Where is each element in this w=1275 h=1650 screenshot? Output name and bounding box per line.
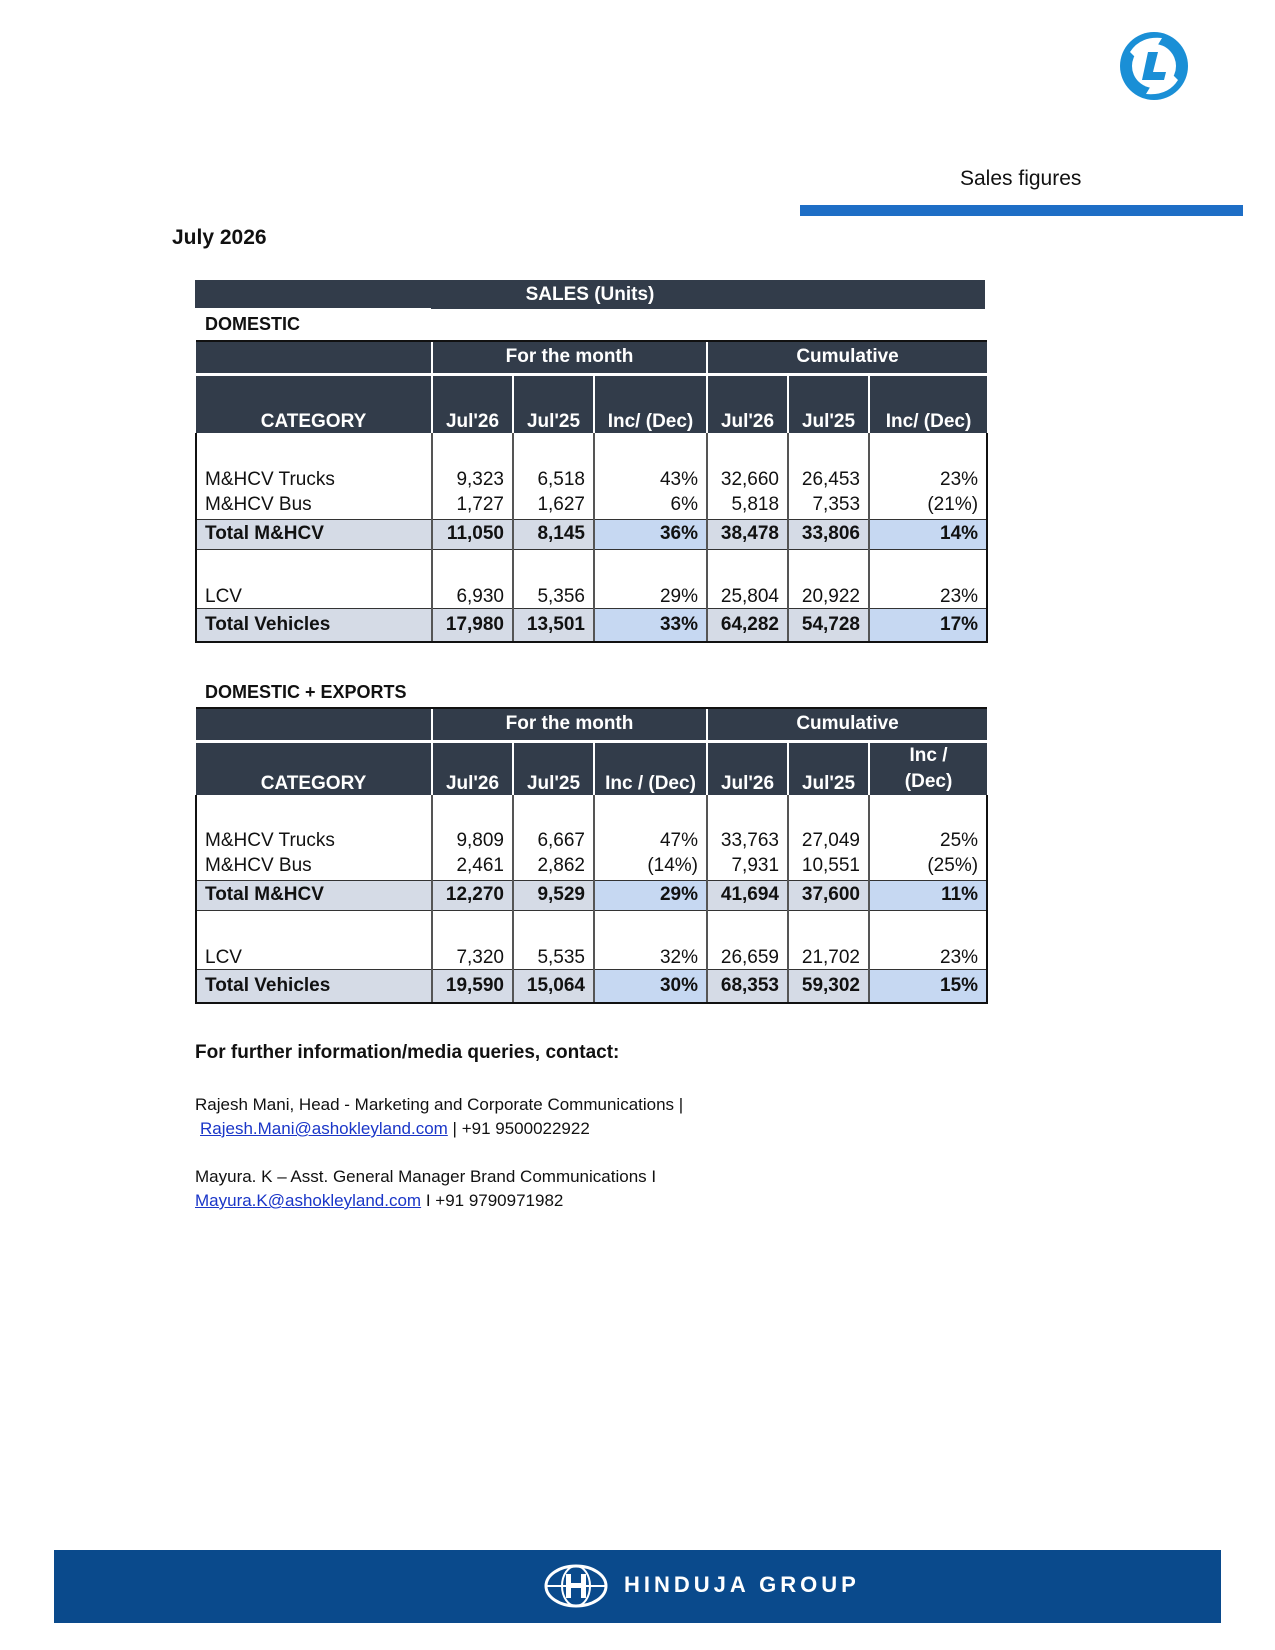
cell-value: 6,667 [513,795,594,852]
contact-1-phone: | +91 9500022922 [447,1119,590,1138]
col-month-inc-dec: Inc / (Dec) [594,741,707,795]
cell-value: 5,818 [707,491,788,519]
cell-value: 32,660 [707,433,788,491]
contact-2-title: Mayura. K – Asst. General Manager Brand Communications I [195,1167,657,1186]
domestic-exports-section-label: DOMESTIC + EXPORTS [205,682,407,702]
cell-value: 11,050 [432,519,513,549]
group-header-row [196,341,987,374]
contact-2-email-link[interactable]: Mayura.K@ashokleyland.com [195,1191,422,1210]
row-category: M&HCV Trucks [196,795,432,852]
row-category: Total Vehicles [196,608,432,642]
group-cumulative: Cumulative [707,341,987,374]
footer-brand: HINDUJA GROUP [624,1572,860,1597]
domestic-exports-sales-table [195,707,988,1004]
col-month-jul25: Jul'25 [513,741,594,795]
table-row [196,491,987,519]
cell-value: 30% [594,969,707,1003]
cell-value: 37,600 [788,880,869,910]
cell-value: 59,302 [788,969,869,1003]
contact-2-phone: I +91 9790971982 [421,1191,564,1210]
cell-value: 6,518 [513,433,594,491]
cell-value: 13,501 [513,608,594,642]
group-for-the-month: For the month [432,708,707,741]
domestic-section-label: DOMESTIC [205,314,301,334]
contact-block-2 [195,1165,656,1213]
ashok-leyland-logo-icon [1118,30,1190,102]
cell-value: (25%) [869,852,987,880]
cell-value: 64,282 [707,608,788,642]
column-header-row [196,741,987,795]
cell-value: 17% [869,608,987,642]
cell-value: (21%) [869,491,987,519]
document-title: Sales figures [960,167,1082,190]
col-month-jul26: Jul'26 [432,374,513,433]
cell-value: 14% [869,519,987,549]
contact-block-1 [195,1093,683,1141]
report-period: July 2026 [172,226,267,249]
cell-value: 5,356 [513,549,594,608]
cell-value: 7,931 [707,852,788,880]
group-for-the-month: For the month [432,341,707,374]
domestic-sales-table [195,340,988,643]
title-accent-bar [800,205,1243,216]
col-cum-jul25: Jul'25 [788,741,869,795]
row-category: LCV [196,549,432,608]
group-cumulative: Cumulative [707,708,987,741]
row-category: Total M&HCV [196,880,432,910]
row-category: M&HCV Bus [196,491,432,519]
total-row [196,969,987,1003]
cell-value: 15,064 [513,969,594,1003]
cell-value: 2,862 [513,852,594,880]
cell-value: 32% [594,910,707,969]
cell-value: 1,627 [513,491,594,519]
col-cum-inc-dec: Inc/ (Dec) [869,374,987,433]
cell-value: 25,804 [707,549,788,608]
col-month-jul26: Jul'26 [432,741,513,795]
cell-value: 20,922 [788,549,869,608]
cell-value: 9,323 [432,433,513,491]
row-category: LCV [196,910,432,969]
cell-value: 27,049 [788,795,869,852]
cell-value: 5,535 [513,910,594,969]
column-header-row [196,374,987,433]
cell-value: 29% [594,549,707,608]
table-row [196,910,987,969]
cell-value: 2,461 [432,852,513,880]
table-row [196,795,987,852]
cell-value: 6% [594,491,707,519]
col-cum-jul26: Jul'26 [707,374,788,433]
cell-value: 33,763 [707,795,788,852]
cell-value: 29% [594,880,707,910]
footer-band [54,1550,1221,1623]
col-category: CATEGORY [196,741,432,795]
cell-value: 25% [869,795,987,852]
cell-value: 41,694 [707,880,788,910]
cell-value: 23% [869,910,987,969]
row-category: M&HCV Trucks [196,433,432,491]
table-row [196,433,987,491]
cell-value: 15% [869,969,987,1003]
cell-value: 38,478 [707,519,788,549]
col-month-jul25: Jul'25 [513,374,594,433]
sales-units-label: SALES (Units) [525,284,655,305]
cell-value: 33% [594,608,707,642]
cell-value: 26,453 [788,433,869,491]
col-month-inc-dec: Inc/ (Dec) [594,374,707,433]
cell-value: 26,659 [707,910,788,969]
col-cum-jul26: Jul'26 [707,741,788,795]
cell-value: 33,806 [788,519,869,549]
row-category: Total M&HCV [196,519,432,549]
cell-value: (14%) [594,852,707,880]
cell-value: 19,590 [432,969,513,1003]
cell-value: 6,930 [432,549,513,608]
col-cum-jul25: Jul'25 [788,374,869,433]
contact-heading: For further information/media queries, contact: [195,1042,620,1063]
cell-value: 47% [594,795,707,852]
cell-value: 1,727 [432,491,513,519]
total-row [196,608,987,642]
cell-value: 9,529 [513,880,594,910]
cell-value: 9,809 [432,795,513,852]
group-header-row [196,708,987,741]
cell-value: 17,980 [432,608,513,642]
col-cum-inc-dec: Inc / (Dec) [869,741,987,795]
cell-value: 23% [869,433,987,491]
contact-1-title: Rajesh Mani, Head - Marketing and Corporate Communications | [195,1095,684,1114]
hinduja-globe-logo-icon [544,1564,608,1608]
subtotal-row [196,880,987,910]
cell-value: 54,728 [788,608,869,642]
subtotal-row [196,519,987,549]
sales-units-header [195,280,985,309]
cell-value: 23% [869,549,987,608]
table-row [196,549,987,608]
cell-value: 36% [594,519,707,549]
cell-value: 43% [594,433,707,491]
cell-value: 7,320 [432,910,513,969]
row-category: Total Vehicles [196,969,432,1003]
col-category: CATEGORY [196,374,432,433]
cell-value: 8,145 [513,519,594,549]
cell-value: 68,353 [707,969,788,1003]
row-category: M&HCV Bus [196,852,432,880]
contact-1-email-link[interactable]: Rajesh.Mani@ashokleyland.com [200,1119,448,1138]
cell-value: 11% [869,880,987,910]
cell-value: 7,353 [788,491,869,519]
table-row [196,852,987,880]
cell-value: 12,270 [432,880,513,910]
cell-value: 10,551 [788,852,869,880]
cell-value: 21,702 [788,910,869,969]
